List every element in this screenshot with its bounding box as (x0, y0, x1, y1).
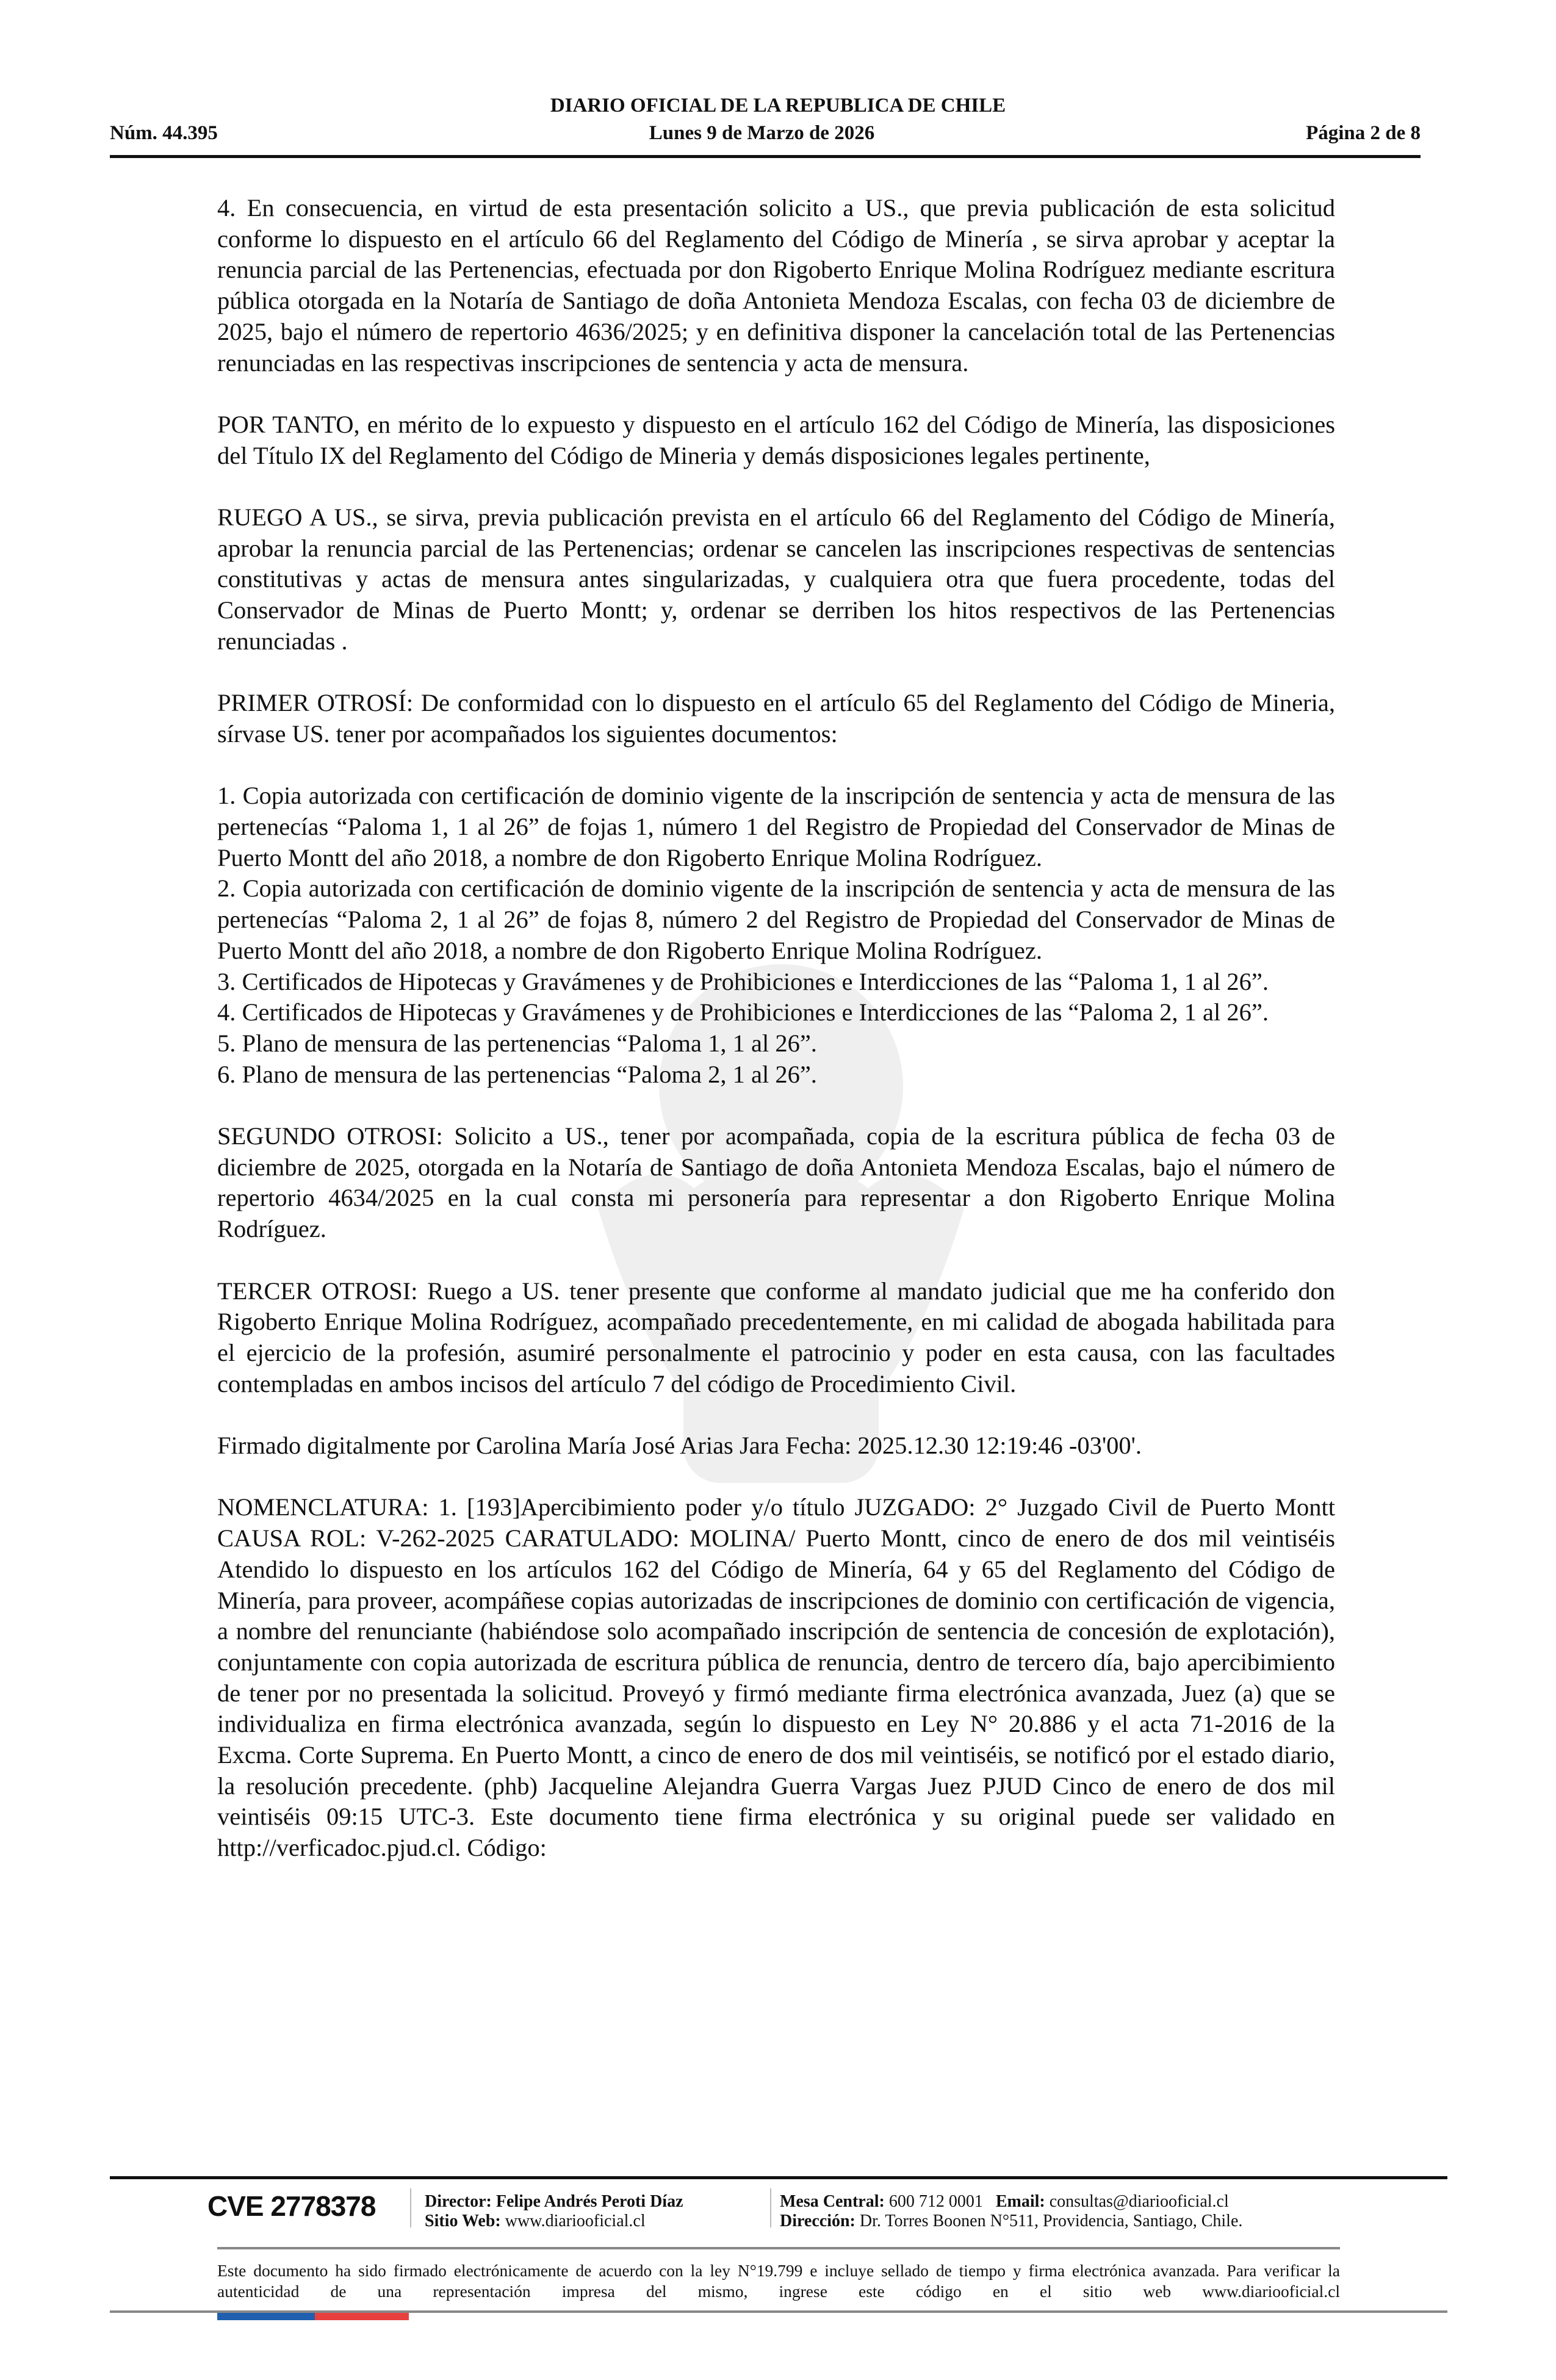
paragraph: PRIMER OTROSÍ: De conformidad con lo dispuesto en el artículo 65 del Reglamento del Código de Mineria, sírvase US. tener por acompañados los siguientes documentos: (217, 689, 1335, 748)
address-label: Dirección: (780, 2212, 855, 2230)
footer-separator (770, 2188, 771, 2227)
signature-line: Firmado digitalmente por Carolina María José Arias Jara Fecha: 2025.12.30 12:19:46 -03'00'. (217, 1432, 1142, 1460)
header-divider (110, 155, 1421, 158)
phone-number: 600 712 0001 (888, 2192, 983, 2211)
newspaper-title: DIARIO OFICIAL DE LA REPUBLICA DE CHILE (550, 95, 1006, 117)
document-body (217, 193, 1335, 1895)
header-row (110, 122, 1421, 145)
director-label: Director: (425, 2192, 492, 2211)
flag-stripe-red (315, 2313, 409, 2320)
list-item: 6. Plano de mensura de las pertenencias “Paloma 2, 1 al 26”. (217, 1060, 817, 1088)
issue-date: Lunes 9 de Marzo de 2026 (649, 122, 875, 144)
page-indicator: Página 2 de 8 (1306, 122, 1421, 144)
address: Dr. Torres Boonen N°511, Providencia, Santiago, Chile. (859, 2212, 1243, 2230)
website-label: Sitio Web: (425, 2212, 501, 2230)
list-item: 1. Copia autorizada con certificación de dominio vigente de la inscripción de sentencia y acta de mensura de las pertenecías “Paloma 1, 1 al 26” de fojas 1, número 1 del Registro de Propiedad del Conservador de Minas de Puerto Montt del año 2018, a nombre de don Rigoberto Enrique Molina Rodríguez. (217, 782, 1335, 871)
footer-director-block (425, 2192, 683, 2231)
phone-label: Mesa Central: (780, 2192, 885, 2211)
paragraph: NOMENCLATURA: 1. [193]Apercibimiento poder y/o título JUZGADO: 2° Juzgado Civil de Puerto Montt CAUSA ROL: V-262-2025 CARATULADO: MOLINA/ Puerto Montt, cinco de enero de dos mil veintiséis Atendido lo dispuesto en los artículos 162 del Código de Minería, 64 y 65 del Reglamento del Código de Minería, para proveer, acompáñese copias autorizadas de inscripciones de dominio con certificación de vigencia, a nombre del renunciante (habiéndose solo acompañado inscripción de sentencia de concesión de explotación), conjuntamente con copia autorizada de escritura pública de renuncia, dentro de tercero día, bajo apercibimiento de tener por no presentada la solicitud. Proveyó y firmó mediante firma electrónica avanzada, Juez (a) que se individualiza en firma electrónica avanzada, según lo dispuesto en Ley N° 20.886 y el acta 71-2016 de la Excma. Corte Suprema. En Puerto Montt, a cinco de enero de dos mil veintiséis, se notificó por el estado diario, la resolución precedente. (phb) Jacqueline Alejandra Guerra Vargas Juez PJUD Cinco de enero de dos mil veintiséis 09:15 UTC-3. Este documento tiene firma electrónica y su original puede ser validado en http://verficadoc.pjud.cl. Código: (217, 1493, 1335, 1862)
paragraph: SEGUNDO OTROSI: Solicito a US., tener por acompañada, copia de la escritura pública de fecha 03 de diciembre de 2025, otorgada en la Notaría de Santiago de doña Antonieta Mendoza Escalas, bajo el número de repertorio 4634/2025 en la cual consta mi personería para representar a don Rigoberto Enrique Molina Rodríguez. (217, 1122, 1335, 1243)
signature-notice: Este documento ha sido firmado electrónicamente de acuerdo con la ley N°19.799 e incluye sellado de tiempo y firma electrónica avanzada. Para verificar la autenticidad de una representación impresa del mismo, ingrese este código en el sitio web www.diariooficial.cl (217, 2261, 1340, 2301)
email-link[interactable]: consultas@diariooficial.cl (1049, 2192, 1229, 2211)
list-item: 3. Certificados de Hipotecas y Gravámenes y de Prohibiciones e Interdicciones de las “Paloma 1, 1 al 26”. (217, 967, 1269, 995)
website-link[interactable]: www.diariooficial.cl (505, 2212, 646, 2230)
document-list (217, 781, 1335, 1090)
list-item: 5. Plano de mensura de las pertenencias “Paloma 1, 1 al 26”. (217, 1029, 817, 1057)
footer-separator (410, 2188, 411, 2227)
list-item: 4. Certificados de Hipotecas y Gravámenes y de Prohibiciones e Interdicciones de las “Paloma 2, 1 al 26”. (217, 998, 1269, 1026)
footer-divider-thin (217, 2247, 1340, 2249)
email-label: Email: (995, 2192, 1045, 2211)
flag-stripe-blue (217, 2313, 315, 2320)
issue-number: Núm. 44.395 (110, 122, 218, 144)
paragraph: 4. En consecuencia, en virtud de esta presentación solicito a US., que previa publicación de esta solicitud conforme lo dispuesto en el artículo 66 del Reglamento del Código de Minería , se sirva aprobar y aceptar la renuncia parcial de las Pertenencias, efectuada por don Rigoberto Enrique Molina Rodríguez mediante escritura pública otorgada en la Notaría de Santiago de doña Antonieta Mendoza Escalas, con fecha 03 de diciembre de 2025, bajo el número de repertorio 4636/2025; y en definitiva disponer la cancelación total de las Pertenencias renunciadas en las respectivas inscripciones de sentencia y acta de mensura. (217, 194, 1335, 377)
paragraph: POR TANTO, en mérito de lo expuesto y dispuesto en el artículo 162 del Código de Minería, las disposiciones del Título IX del Reglamento del Código de Mineria y demás disposiciones legales pertinente, (217, 410, 1335, 469)
director-name: Felipe Andrés Peroti Díaz (495, 2192, 683, 2211)
list-item: 2. Copia autorizada con certificación de dominio vigente de la inscripción de sentencia y acta de mensura de las pertenecías “Paloma 2, 1 al 26” de fojas 8, número 2 del Registro de Propiedad del Conservador de Minas de Puerto Montt del año 2018, a nombre de don Rigoberto Enrique Molina Rodríguez. (217, 874, 1335, 964)
cve-code: CVE 2778378 (207, 2190, 376, 2222)
footer-contact-block (780, 2192, 1242, 2231)
paragraph: TERCER OTROSI: Ruego a US. tener presente que conforme al mandato judicial que me ha conferido don Rigoberto Enrique Molina Rodríguez, acompañado precedentemente, en mi calidad de abogada habilitada para el ejercicio de la profesión, asumiré personalmente el patrocinio y poder en esta causa, con las facultades contempladas en ambos incisos del artículo 7 del código de Procedimiento Civil. (217, 1277, 1335, 1397)
footer-divider (110, 2176, 1447, 2179)
paragraph: RUEGO A US., se sirva, previa publicación prevista en el artículo 66 del Reglamento del Código de Minería, aprobar la renuncia parcial de las Pertenencias; ordenar se cancelen las inscripciones respectivas de sentencias constitutivas y actas de mensura antes singularizadas, y cualquiera otra que fuera procedente, todas del Conservador de Minas de Puerto Montt; y, ordenar se derriben los hitos respectivos de las Pertenencias renunciadas . (217, 503, 1335, 655)
